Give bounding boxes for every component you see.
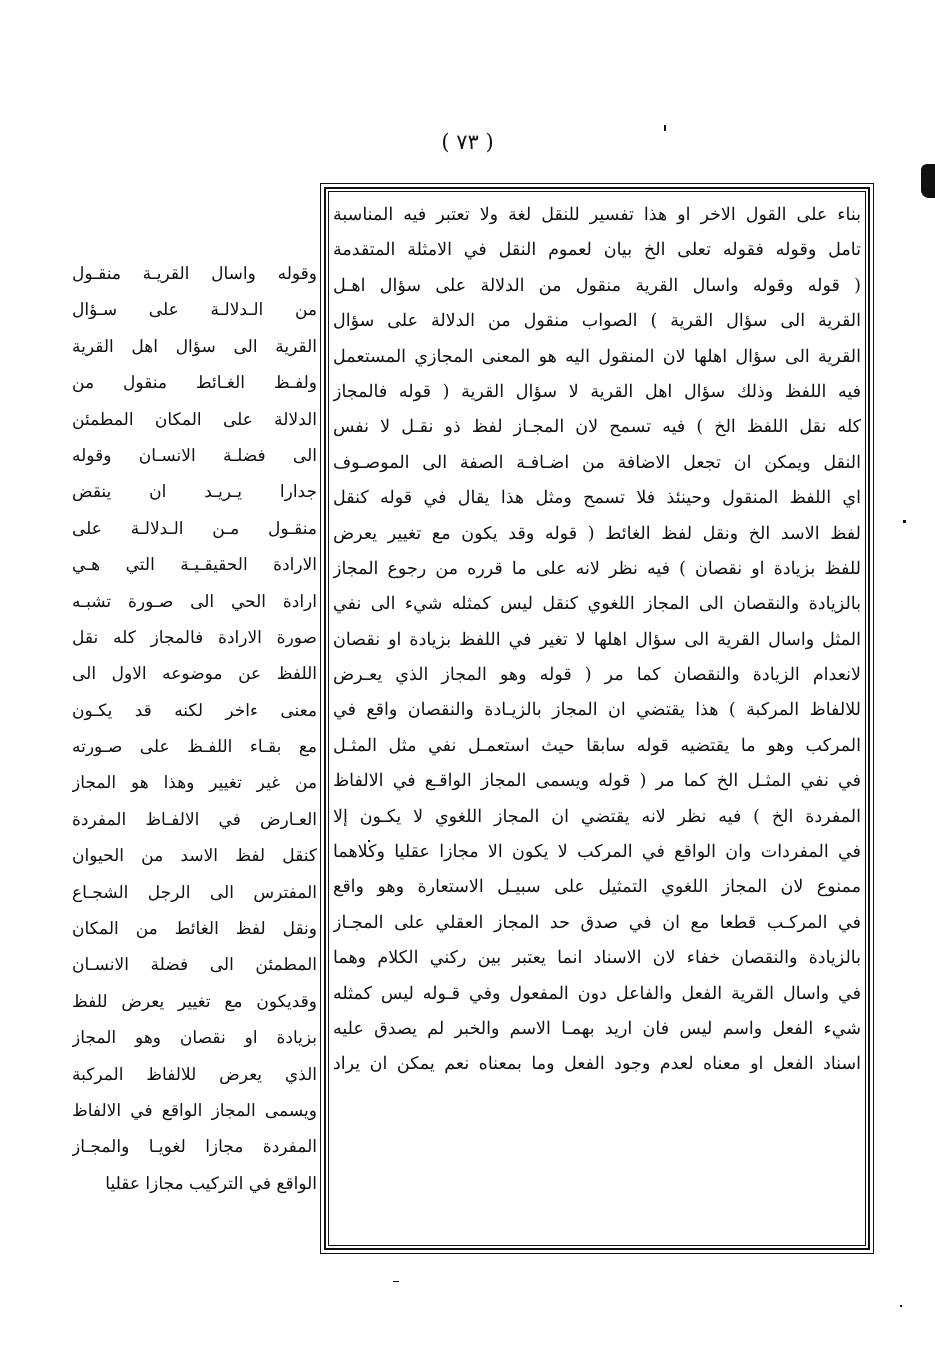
page-number: ( ٧٣ ) <box>441 130 494 154</box>
commentary-text <box>333 198 861 1083</box>
text-line: بزيادة او نقصان وهو المجاز <box>72 1028 317 1049</box>
text-line: صورة الارادة فالمجاز كله نقل <box>72 627 317 648</box>
text-line: وقديكون مع تغيير يعرض للفظ <box>72 991 317 1012</box>
text-line: النقل ويمكن ان تجعل الاضافة من اضـافـة الصفة الى الموصـوف <box>333 452 861 473</box>
text-line: من غير تغيير وهذا هو المجاز <box>72 773 317 794</box>
text-line: الى فضلـة الانسـان وقوله <box>72 445 317 466</box>
text-line: القرية الى سؤال اهل القرية <box>72 336 317 357</box>
text-line: القرية الى سؤال القرية ) الصواب منقول من الدلالة على سؤال <box>333 311 861 332</box>
text-line: شيء الفعل واسم ليس فان اريد بهمـا الاسم والخبر لم يصدق عليه <box>333 1018 861 1039</box>
text-line: في المفردات وان الواقع في المركب لا يكون الا مجازا عقليا وكلاهما <box>333 842 861 863</box>
text-line: تامل وقوله فقوله تعلى الخ بيان لعموم النقل في الامثلة المتقدمة <box>333 240 861 261</box>
text-line: منقـول مـن الـدلالـة على <box>72 518 317 539</box>
text-line: مع بقـاء اللفـظ على صـورته <box>72 737 317 758</box>
scan-speck <box>664 125 666 131</box>
text-line: المركب وهو ما يقتضيه قوله سابقا حيث استعمـل نفي مثل المثـل <box>333 735 861 756</box>
text-line: لانعدام الزيادة والنقصان كما مر ( قوله وهو المجاز الذي يعـرض <box>333 665 861 686</box>
scan-speck <box>393 1281 399 1282</box>
text-line: المطمئن الى فضلة الانسـان <box>72 955 317 976</box>
text-line: ممنوع لان المجاز اللغوي التمثيل على سبيـل الاستعارة وهو واقع <box>333 877 861 898</box>
text-line: ولفـظ الغـائط منقول من <box>72 373 317 394</box>
text-line: في واسال القرية الفعل والفاعل دون المفعول وفي قـوله ليس كمثله <box>333 983 861 1004</box>
text-line: بالزيادة والنقصان الى المجاز اللغوي كنقل ليس كمثله شيء الى نفي <box>333 594 861 615</box>
text-line: في نفي المثـل الخ كما مر ( قوله ويسمى المجاز الواقـع في الالفاظ <box>333 771 861 792</box>
text-line: الارادة الحقيقـيـة التي هـي <box>72 555 317 576</box>
text-line: ونقل لفظ الغائط من المكان <box>72 919 317 940</box>
text-line: اي اللفظ المنقول وحينئذ فلا تسمح ومثل هذا يقال في قوله كنقل <box>333 488 861 509</box>
text-line: المثل واسال القرية الى سؤال اهلها لا تغير في اللفظ بزيادة او نقصان <box>333 629 861 650</box>
text-line: كله نقل اللفظ الخ ) فيه تسمح لان المجـاز لفظ ذو نقـل لا نفس <box>333 417 861 438</box>
text-line: اسناد الفعل او معناه لعدم وجود الفعل وما بمعناه نعم يمكن ان يراد <box>333 1054 861 1075</box>
commentary-frame <box>320 183 874 1254</box>
text-line: بناء على القول الاخر او هذا تفسير للنقل لغة ولا تعتبر فيه المناسبة <box>333 205 861 225</box>
text-line: العـارض في الالفـاظ المفردة <box>72 809 317 830</box>
text-line: الدلالة على المكان المطمئن <box>72 409 317 430</box>
text-line: ( قوله وقوله واسال القرية منقول من الدلالة على سؤال اهـل <box>333 275 861 296</box>
scan-edge-mark <box>921 164 935 198</box>
scan-speck <box>903 520 906 523</box>
text-line: معنى ءاخر لكنه قد يكـون <box>72 700 317 721</box>
text-line: جدارا يـريـد ان ينقض <box>72 482 317 503</box>
margin-text <box>72 256 317 1202</box>
text-line: من الـدلالـة على سـؤال <box>72 300 317 321</box>
text-line: الواقع في التركيب مجازا عقليا <box>105 1173 317 1194</box>
text-line: اللفظ عن موضوعه الاول الى <box>72 664 317 685</box>
text-line: فيه اللفظ وذلك سؤال اهل القرية لا سؤال القرية ( قوله فالمجاز <box>333 381 861 402</box>
text-line: ارادة الحي الى صـورة تشبـه <box>72 591 317 612</box>
text-line: كنقل لفظ الاسد من الحيوان <box>72 846 317 867</box>
text-line: لفظ الاسد الخ ونقل لفظ الغائط ( قوله وقد يكون مع تغيير يعرض <box>333 523 861 544</box>
scan-speck <box>900 1305 902 1307</box>
text-line: المفترس الى الرجل الشجـاع <box>72 882 317 903</box>
text-line: ويسمى المجاز الواقع في الالفاظ <box>72 1100 317 1121</box>
text-line: الذي يعرض للالفاظ المركبة <box>72 1064 317 1085</box>
text-line: في المركـب قطعا مع ان في صدق حد المجاز العقلي على المجـاز <box>333 912 861 933</box>
text-line: بالزيادة والنقصان خفاء لان الاسناد انما يعتبر بين ركني الكلام وهما <box>333 948 861 969</box>
text-line: القرية الى سؤال اهلها لان المنقول اليه هو المعنى المجازي المستعمل <box>333 346 861 367</box>
text-line: وقوله واسال القريـة منقـول <box>72 264 317 284</box>
text-line: للفظ بزيادة او نقصان ) فيه نظر لانه على ما قرره من رجوع المجاز <box>333 558 861 579</box>
text-line: المفردة مجازا لغويـا والمجـاز <box>72 1137 317 1158</box>
text-line: للالفاظ المركبة ) هذا يقتضي ان المجاز بالزيـادة والنقصان واقع في <box>333 700 861 721</box>
text-line: المفردة الخ ) فيه نظر لانه يقتضي ان المجاز اللغوي لا يكـون إلا <box>333 806 861 827</box>
